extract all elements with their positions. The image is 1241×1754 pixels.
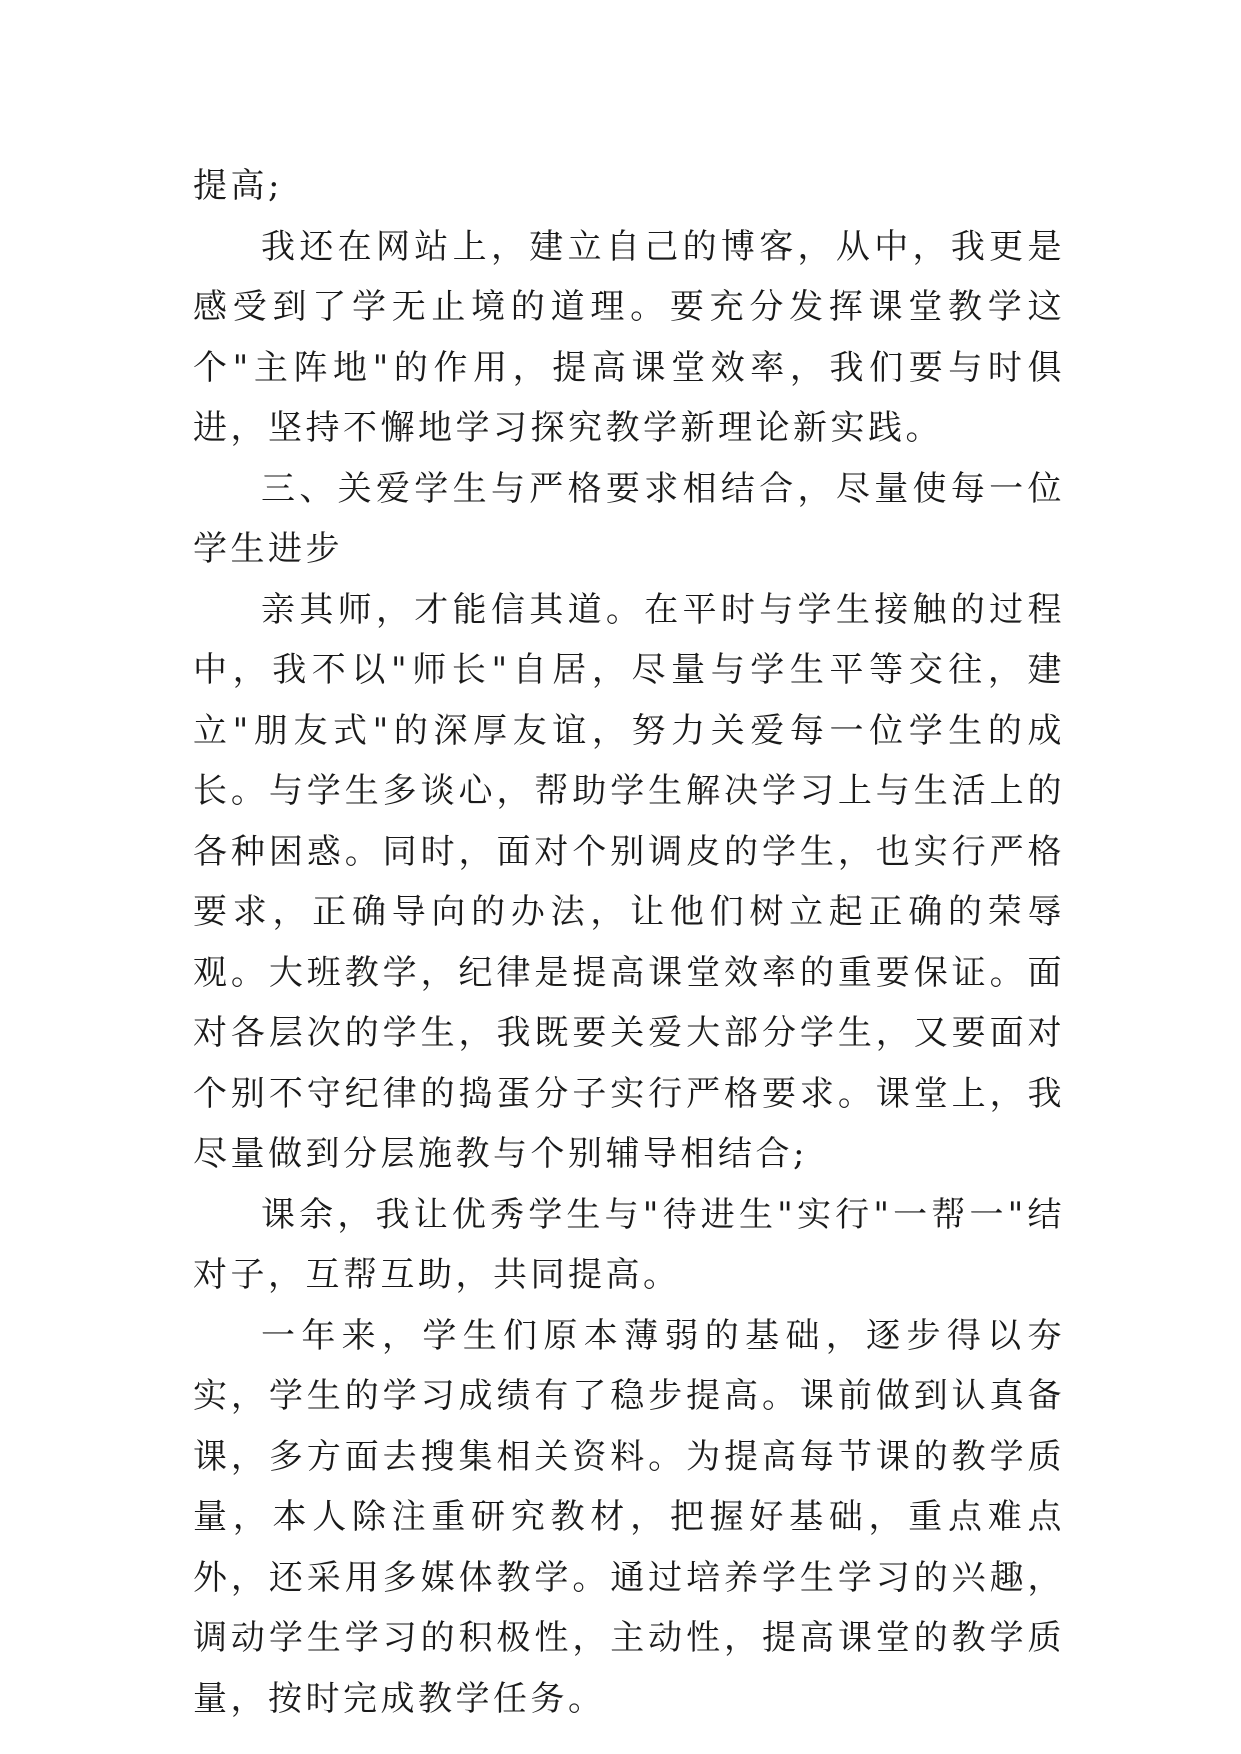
section-heading-3: 三、关爱学生与严格要求相结合，尽量使每一位学生进步 (193, 468, 1065, 569)
paragraph-after-class: 课余，我让优秀学生与"待进生"实行"一帮一"结对子，互帮互助，共同提高。 (193, 1194, 1065, 1295)
paragraph-blog: 我还在网站上，建立自己的博客，从中，我更是感受到了学无止境的道理。要充分发挥课堂教学这个"主阵地"的作用，提高课堂效率，我们要与时俱进，坚持不懈地学习探究教学新理论新实践。 (193, 226, 1065, 448)
paragraph-continuation: 提高; (193, 166, 283, 206)
paragraph-student-care: 亲其师，才能信其道。在平时与学生接触的过程中，我不以"师长"自居，尽量与学生平等交往，建立"朋友式"的深厚友谊，努力关爱每一位学生的成长。与学生多谈心，帮助学生解决学习上与生活上的各种困惑。同时，面对个别调皮的学生，也实行严格要求，正确导向的办法，让他们树立起正确的荣辱观。大班教学，纪律是提高课堂效率的重要保证。面对各层次的学生，我既要关爱大部分学生，又要面对个别不守纪律的捣蛋分子实行严格要求。课堂上，我尽量做到分层施教与个别辅导相结合; (193, 589, 1065, 1174)
paragraph-year-summary: 一年来，学生们原本薄弱的基础，逐步得以夯实，学生的学习成绩有了稳步提高。课前做到认真备课，多方面去搜集相关资料。为提高每节课的教学质量，本人除注重研究教材，把握好基础，重点难点外，还采用多媒体教学。通过培养学生学习的兴趣，调动学生学习的积极性，主动性，提高课堂的教学质量，按时完成教学任务。 (193, 1315, 1065, 1719)
document-body (193, 156, 1065, 1729)
